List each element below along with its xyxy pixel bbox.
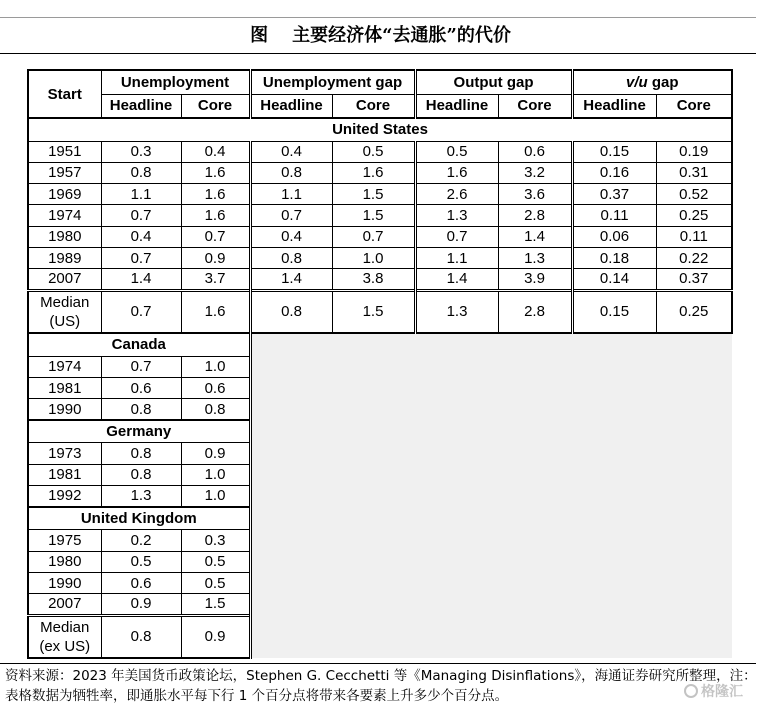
cell-unemployment-gap-headline: 1.4 (250, 269, 332, 290)
row-start-label: 1992 (28, 486, 101, 507)
table-row (28, 269, 732, 290)
cell-unemployment-core: 0.6 (181, 377, 250, 398)
row-start-label: 1980 (28, 551, 101, 572)
cell-unemployment-core: 3.7 (181, 269, 250, 290)
cell-unemployment-gap-headline: 0.8 (250, 290, 332, 333)
table-row (28, 247, 732, 268)
subheader-headline: Headline (415, 94, 498, 118)
section-label: United States (28, 118, 732, 141)
cell-unemployment-headline: 0.8 (101, 162, 181, 183)
cell-v-u-gap-headline: 0.15 (572, 141, 656, 162)
table-row (28, 162, 732, 183)
cell-output-gap-headline: 1.3 (415, 290, 498, 333)
cell-unemployment-core: 0.8 (181, 399, 250, 420)
cell-unemployment-gap-core: 0.5 (332, 141, 415, 162)
cell-output-gap-core: 2.8 (498, 290, 572, 333)
cell-output-gap-headline: 0.7 (415, 226, 498, 247)
subheader-headline: Headline (101, 94, 181, 118)
cell-output-gap-core: 1.4 (498, 226, 572, 247)
source-note: 资料来源：2023 年美国货币政策论坛，Stephen G. Cecchetti 等《Managing Disinflations》，海通证券研究所整理，注：表格数据为牺牲率，即通胀水平每下行 1 个百分点将带来各要素上升多少个百分点。 (5, 668, 757, 704)
row-start-label: 1973 (28, 443, 101, 464)
cell-unemployment-core: 1.0 (181, 486, 250, 507)
header-row-groups (28, 70, 732, 94)
cell-unemployment-headline: 0.4 (101, 226, 181, 247)
cell-unemployment-headline: 1.4 (101, 269, 181, 290)
cell-unemployment-core: 1.6 (181, 184, 250, 205)
section-label: Canada (28, 333, 250, 356)
subheader-core: Core (498, 94, 572, 118)
cell-unemployment-headline: 0.8 (101, 443, 181, 464)
row-start-label: 2007 (28, 269, 101, 290)
cell-output-gap-core: 1.3 (498, 247, 572, 268)
cell-output-gap-headline: 2.6 (415, 184, 498, 205)
cell-unemployment-gap-core: 0.7 (332, 226, 415, 247)
cell-unemployment-gap-headline: 0.8 (250, 162, 332, 183)
cell-unemployment-headline: 0.8 (101, 615, 181, 658)
table-row (28, 184, 732, 205)
cell-unemployment-core: 1.6 (181, 162, 250, 183)
cell-output-gap-core: 0.6 (498, 141, 572, 162)
row-start-label: 1981 (28, 377, 101, 398)
cell-output-gap-headline: 1.6 (415, 162, 498, 183)
cell-unemployment-headline: 0.7 (101, 247, 181, 268)
subheader-core: Core (332, 94, 415, 118)
cell-unemployment-headline: 0.2 (101, 530, 181, 551)
cell-unemployment-core: 1.5 (181, 594, 250, 615)
cell-unemployment-gap-headline: 1.1 (250, 184, 332, 205)
cell-output-gap-core: 3.6 (498, 184, 572, 205)
cell-unemployment-headline: 0.3 (101, 141, 181, 162)
cell-unemployment-core: 0.9 (181, 443, 250, 464)
cell-unemployment-headline: 0.5 (101, 551, 181, 572)
cell-unemployment-gap-core: 1.5 (332, 184, 415, 205)
cell-unemployment-gap-headline: 0.8 (250, 247, 332, 268)
cell-unemployment-core: 1.6 (181, 205, 250, 226)
row-start-label: 1969 (28, 184, 101, 205)
row-start-label: 1980 (28, 226, 101, 247)
sacrifice-ratio-table (27, 69, 733, 659)
cell-output-gap-headline: 1.4 (415, 269, 498, 290)
group-header-unemployment: Unemployment (101, 70, 250, 94)
section-header-row (28, 118, 732, 141)
cell-unemployment-headline: 0.6 (101, 377, 181, 398)
section-label: Germany (28, 420, 250, 443)
cell-unemployment-headline: 0.7 (101, 356, 181, 377)
group-header-vu-gap: v/u gap (572, 70, 732, 94)
header-row-columns (28, 94, 732, 118)
cell-v-u-gap-headline: 0.11 (572, 205, 656, 226)
cell-unemployment-gap-headline: 0.4 (250, 226, 332, 247)
cell-output-gap-core: 3.2 (498, 162, 572, 183)
row-start-label: 1974 (28, 205, 101, 226)
table-row (28, 226, 732, 247)
cell-unemployment-headline: 0.8 (101, 464, 181, 485)
row-start-label: 1974 (28, 356, 101, 377)
row-start-label: 1990 (28, 572, 101, 593)
title-rule (0, 53, 756, 54)
note-rule (0, 663, 756, 664)
top-rule (0, 17, 756, 18)
cell-unemployment-headline: 0.9 (101, 594, 181, 615)
cell-v-u-gap-core: 0.22 (656, 247, 732, 268)
cell-unemployment-headline: 0.7 (101, 290, 181, 333)
section-header-row (28, 333, 732, 356)
start-header: Start (28, 70, 101, 118)
row-start-label: 2007 (28, 594, 101, 615)
cell-v-u-gap-core: 0.52 (656, 184, 732, 205)
table-row (28, 141, 732, 162)
cell-unemployment-core: 0.4 (181, 141, 250, 162)
cell-v-u-gap-core: 0.11 (656, 226, 732, 247)
subheader-core: Core (656, 94, 732, 118)
cell-v-u-gap-headline: 0.16 (572, 162, 656, 183)
row-start-label: 1957 (28, 162, 101, 183)
row-start-label: Median (ex US) (28, 615, 101, 658)
cell-unemployment-headline: 1.1 (101, 184, 181, 205)
cell-v-u-gap-headline: 0.18 (572, 247, 656, 268)
cell-unemployment-core: 1.6 (181, 290, 250, 333)
subheader-core: Core (181, 94, 250, 118)
cell-unemployment-headline: 0.8 (101, 399, 181, 420)
cell-unemployment-core: 0.5 (181, 551, 250, 572)
cell-v-u-gap-headline: 0.15 (572, 290, 656, 333)
figure-label: 图 (250, 25, 269, 46)
watermark-logo-icon (684, 684, 698, 698)
cell-v-u-gap-headline: 0.14 (572, 269, 656, 290)
cell-output-gap-headline: 1.3 (415, 205, 498, 226)
empty-area (250, 333, 732, 658)
cell-unemployment-headline: 0.7 (101, 205, 181, 226)
cell-unemployment-core: 0.7 (181, 226, 250, 247)
cell-v-u-gap-headline: 0.37 (572, 184, 656, 205)
section-label: United Kingdom (28, 507, 250, 530)
cell-output-gap-headline: 0.5 (415, 141, 498, 162)
cell-v-u-gap-core: 0.37 (656, 269, 732, 290)
row-start-label: 1975 (28, 530, 101, 551)
row-start-label: 1990 (28, 399, 101, 420)
cell-v-u-gap-headline: 0.06 (572, 226, 656, 247)
cell-unemployment-gap-headline: 0.4 (250, 141, 332, 162)
cell-unemployment-headline: 1.3 (101, 486, 181, 507)
figure-title-text: 主要经济体“去通胀”的代价 (292, 25, 511, 46)
cell-v-u-gap-core: 0.25 (656, 205, 732, 226)
median-row (28, 290, 732, 333)
cell-unemployment-core: 0.9 (181, 247, 250, 268)
cell-v-u-gap-core: 0.31 (656, 162, 732, 183)
cell-v-u-gap-core: 0.19 (656, 141, 732, 162)
cell-unemployment-gap-headline: 0.7 (250, 205, 332, 226)
cell-unemployment-core: 0.3 (181, 530, 250, 551)
cell-unemployment-gap-core: 3.8 (332, 269, 415, 290)
table-body (28, 118, 732, 658)
cell-unemployment-gap-core: 1.5 (332, 205, 415, 226)
cell-unemployment-gap-core: 1.6 (332, 162, 415, 183)
watermark-logo-text: 格隆汇 (701, 684, 743, 700)
cell-unemployment-gap-core: 1.5 (332, 290, 415, 333)
cell-v-u-gap-core: 0.25 (656, 290, 732, 333)
cell-unemployment-core: 0.9 (181, 615, 250, 658)
cell-output-gap-core: 2.8 (498, 205, 572, 226)
cell-unemployment-core: 1.0 (181, 356, 250, 377)
group-header-output-gap: Output gap (415, 70, 572, 94)
cell-output-gap-core: 3.9 (498, 269, 572, 290)
figure-title (0, 24, 761, 48)
cell-unemployment-core: 0.5 (181, 572, 250, 593)
table-row (28, 205, 732, 226)
row-start-label: 1951 (28, 141, 101, 162)
group-header-unemployment-gap: Unemployment gap (250, 70, 415, 94)
subheader-headline: Headline (250, 94, 332, 118)
cell-output-gap-headline: 1.1 (415, 247, 498, 268)
row-start-label: 1981 (28, 464, 101, 485)
cell-unemployment-core: 1.0 (181, 464, 250, 485)
subheader-headline: Headline (572, 94, 656, 118)
cell-unemployment-gap-core: 1.0 (332, 247, 415, 268)
row-start-label: 1989 (28, 247, 101, 268)
cell-unemployment-headline: 0.6 (101, 572, 181, 593)
row-start-label: Median (US) (28, 290, 101, 333)
watermark-logo (684, 680, 743, 702)
